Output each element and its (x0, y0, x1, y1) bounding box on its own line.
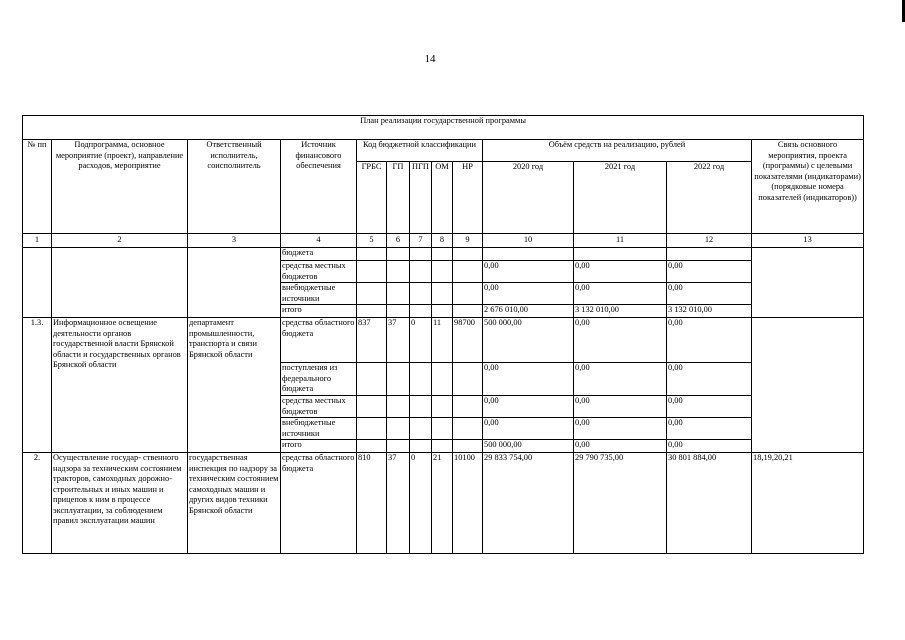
cell-source: поступления из федерального бюджета (281, 363, 357, 396)
col-number: 8 (432, 234, 453, 248)
cell-2020 (483, 248, 574, 261)
col-number: 7 (410, 234, 432, 248)
col-number: 10 (483, 234, 574, 248)
header-om: ОМ (432, 162, 453, 234)
col-number: 11 (574, 234, 667, 248)
cell-program (52, 248, 188, 318)
cell-gp: 37 (387, 453, 410, 554)
cell-2020: 2 676 010,00 (483, 305, 574, 318)
header-gp: ГП (387, 162, 410, 234)
table-title: План реализации государственной программы (23, 116, 864, 140)
table-row (23, 453, 864, 554)
cell-2021: 0,00 (574, 261, 667, 283)
cell-2022: 0,00 (667, 418, 752, 440)
cell-2020: 0,00 (483, 396, 574, 418)
cell-source: внебюджетные источники (281, 283, 357, 305)
cell-2021: 0,00 (574, 418, 667, 440)
cell-2020: 29 833 754,00 (483, 453, 574, 554)
cell-2021: 3 132 010,00 (574, 305, 667, 318)
cell-2021: 29 790 735,00 (574, 453, 667, 554)
plan-table (22, 115, 864, 554)
cell-source: внебюджетные источники (281, 418, 357, 440)
cell-2021: 0,00 (574, 318, 667, 363)
cell-executor: государственная инспекция по надзору за техническим состоянием самоходных машин и других видов техники Брянской области (188, 453, 281, 554)
header-budget-code: Код бюджетной классификации (357, 140, 483, 162)
cell-grbs: 810 (357, 453, 387, 554)
cell-2021: 0,00 (574, 396, 667, 418)
cell-link (752, 248, 864, 318)
cell-link: 18,19,20,21 (752, 453, 864, 554)
cell-2022: 0,00 (667, 261, 752, 283)
cell-2022: 0,00 (667, 396, 752, 418)
cell-om: 21 (432, 453, 453, 554)
cell-2022 (667, 248, 752, 261)
cell-2022: 30 801 884,00 (667, 453, 752, 554)
header-program: Подпрограмма, основное мероприятие (проект), направление расходов, мероприятие (52, 140, 188, 234)
table-row (23, 248, 864, 261)
cell-2021 (574, 248, 667, 261)
cell-2020: 500 000,00 (483, 440, 574, 453)
cell-pgp: 0 (410, 453, 432, 554)
cell-source: средства местных бюджетов (281, 261, 357, 283)
cell-num: 1.3. (23, 318, 52, 453)
cell-np: 98700 (453, 318, 483, 363)
col-number: 3 (188, 234, 281, 248)
cell-2022: 0,00 (667, 318, 752, 363)
cell-num (23, 248, 52, 318)
cell-source: итого (281, 305, 357, 318)
cell-2021: 0,00 (574, 363, 667, 396)
col-number: 2 (52, 234, 188, 248)
cell-2020: 0,00 (483, 283, 574, 305)
col-number: 13 (752, 234, 864, 248)
cell-2022: 0,00 (667, 283, 752, 305)
cell-source: средства местных бюджетов (281, 396, 357, 418)
cell-grbs: 837 (357, 318, 387, 363)
header-source: Источник финансового обеспечения (281, 140, 357, 234)
cell-2021: 0,00 (574, 440, 667, 453)
cell-source: итого (281, 440, 357, 453)
cell-link (752, 318, 864, 453)
header-executor: Ответственный исполнитель, соисполнитель (188, 140, 281, 234)
header-pgp: ПГП (410, 162, 432, 234)
cell-executor: департамент промышленности, транспорта и связи Брянской области (188, 318, 281, 453)
column-number-row (23, 234, 864, 248)
col-number: 6 (387, 234, 410, 248)
cell-2020: 500 000,00 (483, 318, 574, 363)
header-num: № пп (23, 140, 52, 234)
cell-np: 10100 (453, 453, 483, 554)
header-link: Связь основного мероприятия, проекта (программы) с целевыми показателями (индикаторами) (порядковые номера показателей (индикаторов)) (752, 140, 864, 234)
cell-2021: 0,00 (574, 283, 667, 305)
cell-source: средства областного бюджета (281, 453, 357, 554)
page-number: 14 (424, 53, 436, 65)
cell-2020: 0,00 (483, 261, 574, 283)
header-volume: Объём средств на реализацию, рублей (483, 140, 752, 162)
col-number: 5 (357, 234, 387, 248)
cell-2022: 0,00 (667, 363, 752, 396)
col-number: 12 (667, 234, 752, 248)
col-number: 4 (281, 234, 357, 248)
col-number: 1 (23, 234, 52, 248)
cell-gp: 37 (387, 318, 410, 363)
cell-source: бюджета (281, 248, 357, 261)
cell-pgp: 0 (410, 318, 432, 363)
cell-num: 2. (23, 453, 52, 554)
header-row (23, 140, 864, 162)
cell-source: средства областного бюджета (281, 318, 357, 363)
header-2022: 2022 год (667, 162, 752, 234)
header-grbs: ГРБС (357, 162, 387, 234)
header-2020: 2020 год (483, 162, 574, 234)
cell-om: 11 (432, 318, 453, 363)
cell-2020: 0,00 (483, 418, 574, 440)
cell-2020: 0,00 (483, 363, 574, 396)
title-row (23, 116, 864, 140)
cell-program: Информационное освещение деятельности органов государственной власти Брянской области и государственных органов Брянской области (52, 318, 188, 453)
col-number: 9 (453, 234, 483, 248)
cell-2022: 3 132 010,00 (667, 305, 752, 318)
cell-executor (188, 248, 281, 318)
cell-2022: 0,00 (667, 440, 752, 453)
table-row (23, 318, 864, 363)
header-2021: 2021 год (574, 162, 667, 234)
cell-program: Осуществление государ- ственного надзора за техническим состоянием тракторов, самоходных дорожно-строительных и иных машин и прицепов к ним в процессе эксплуатации, за соблюдением правил эксплуатации машин (52, 453, 188, 554)
header-np: НР (453, 162, 483, 234)
